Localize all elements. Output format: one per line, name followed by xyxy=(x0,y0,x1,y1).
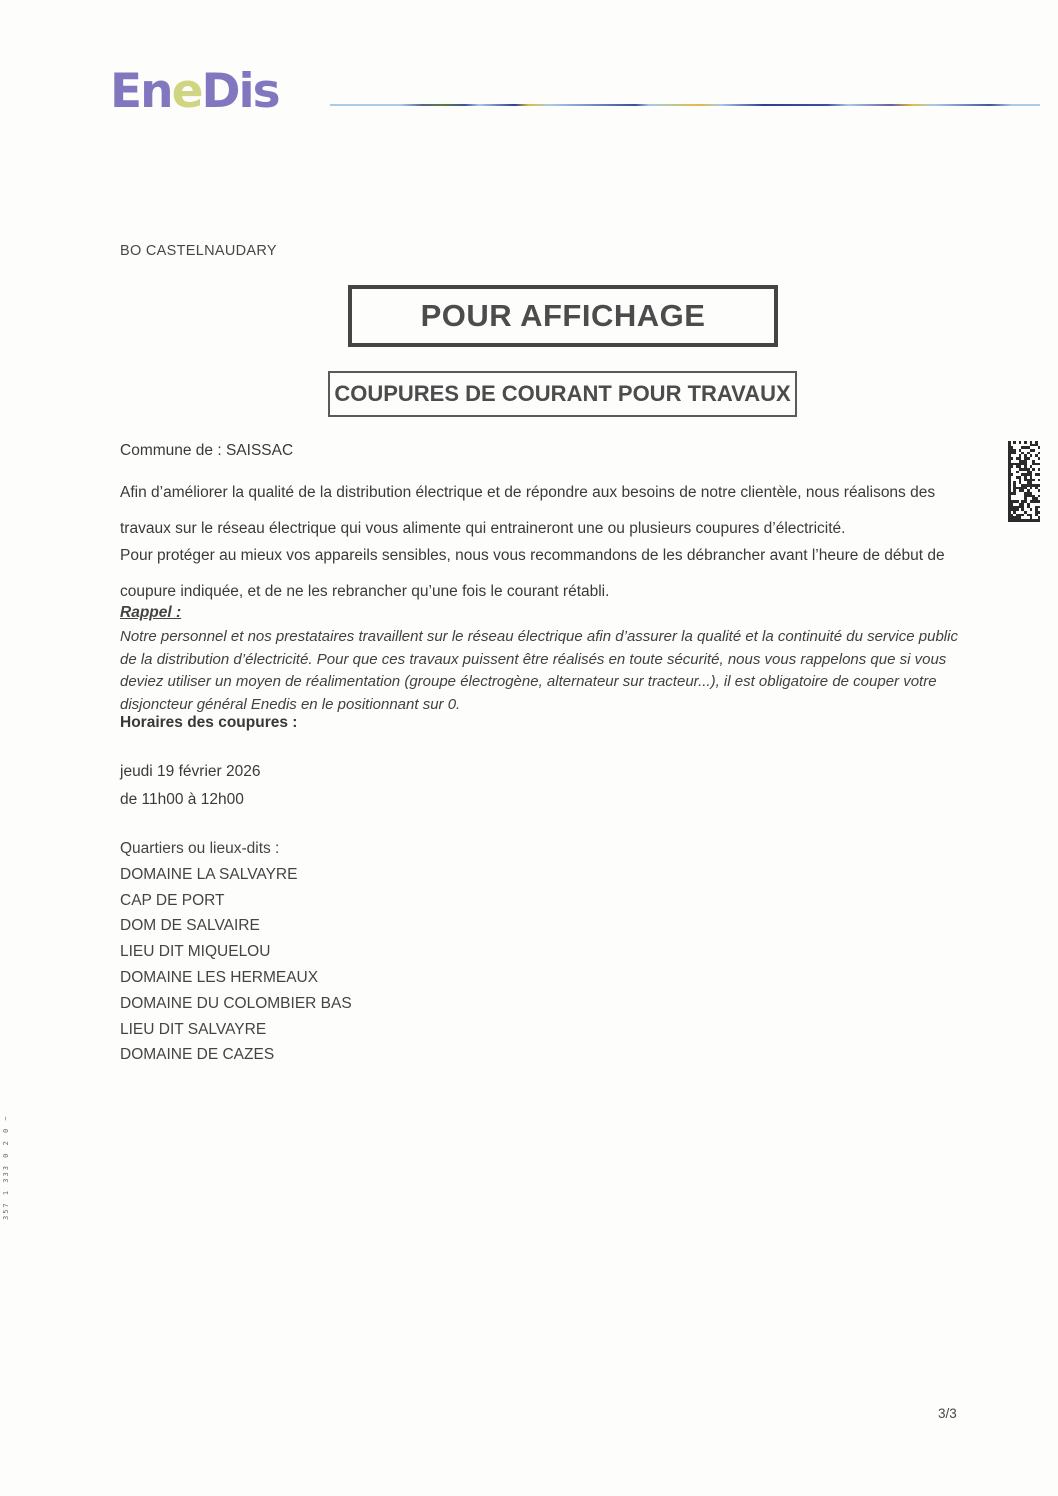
outage-time: de 11h00 à 12h00 xyxy=(120,791,244,808)
quartier-item: DOM DE SALVAIRE xyxy=(120,917,260,935)
rappel-paragraph: Notre personnel et nos prestataires travaillent sur le réseau électrique afin d’assurer la qualité et la continuité du service public de la distribution d’électricité. Pour que ces travaux puissent être réalisés en toute sécurité, nous vous rappelons que si vous deviez utiliser un moyen de réalimentation (groupe électrogène, alternateur sur tracteur...), il est obligatoire de couper votre disjoncteur général Enedis en le positionnant sur 0. xyxy=(120,628,958,713)
rappel-title: Rappel : xyxy=(120,604,182,621)
quartiers-list xyxy=(120,862,352,1068)
quartier-item: DOMAINE DE CAZES xyxy=(120,1046,275,1064)
margin-reference-text: 357 1 333 0 2 0 ~ xyxy=(2,1114,10,1220)
pour-affichage-label: POUR AFFICHAGE xyxy=(420,298,706,333)
office-name: BO CASTELNAUDARY xyxy=(120,243,277,259)
quartier-item: DOMAINE DU COLOMBIER BAS xyxy=(120,994,352,1012)
quartier-item: LIEU DIT MIQUELOU xyxy=(120,943,271,961)
horaires-title: Horaires des coupures : xyxy=(120,714,298,731)
header-decoration-line xyxy=(330,104,1040,106)
datamatrix-barcode-icon xyxy=(1008,441,1040,522)
quartier-item: DOMAINE LA SALVAYRE xyxy=(120,865,298,883)
coupures-banner xyxy=(328,371,797,417)
quartiers-section xyxy=(120,836,352,1068)
outage-date: jeudi 19 février 2026 xyxy=(120,763,261,780)
pour-affichage-banner xyxy=(348,285,778,347)
quartier-item: LIEU DIT SALVAYRE xyxy=(120,1020,267,1038)
advice-paragraph: Pour protéger au mieux vos appareils sensibles, nous vous recommandons de les débrancher avant l’heure de début de coupure indiquée, et de ne les rebrancher qu’une fois le courant rétabli. xyxy=(120,547,945,600)
coupures-label: COUPURES DE COURANT POUR TRAVAUX xyxy=(334,381,791,406)
logo-text-prefix: En xyxy=(110,64,172,119)
quartier-item: DOMAINE LES HERMEAUX xyxy=(120,968,319,986)
enedis-logo xyxy=(110,64,279,119)
logo-text-e: e xyxy=(171,64,202,119)
page-number: 3/3 xyxy=(938,1406,957,1421)
logo-text-suffix: Dis xyxy=(201,64,279,119)
commune-line: Commune de : SAISSAC xyxy=(120,442,294,459)
intro-paragraph: Afin d’améliorer la qualité de la distribution électrique et de répondre aux besoins de notre clientèle, nous réalisons des travaux sur le réseau électrique qui vous alimente qui entraineront une ou plusieurs coupures d’électricité. xyxy=(120,484,936,537)
quartiers-title: Quartiers ou lieux-dits : xyxy=(120,840,280,857)
quartier-item: CAP DE PORT xyxy=(120,891,225,909)
